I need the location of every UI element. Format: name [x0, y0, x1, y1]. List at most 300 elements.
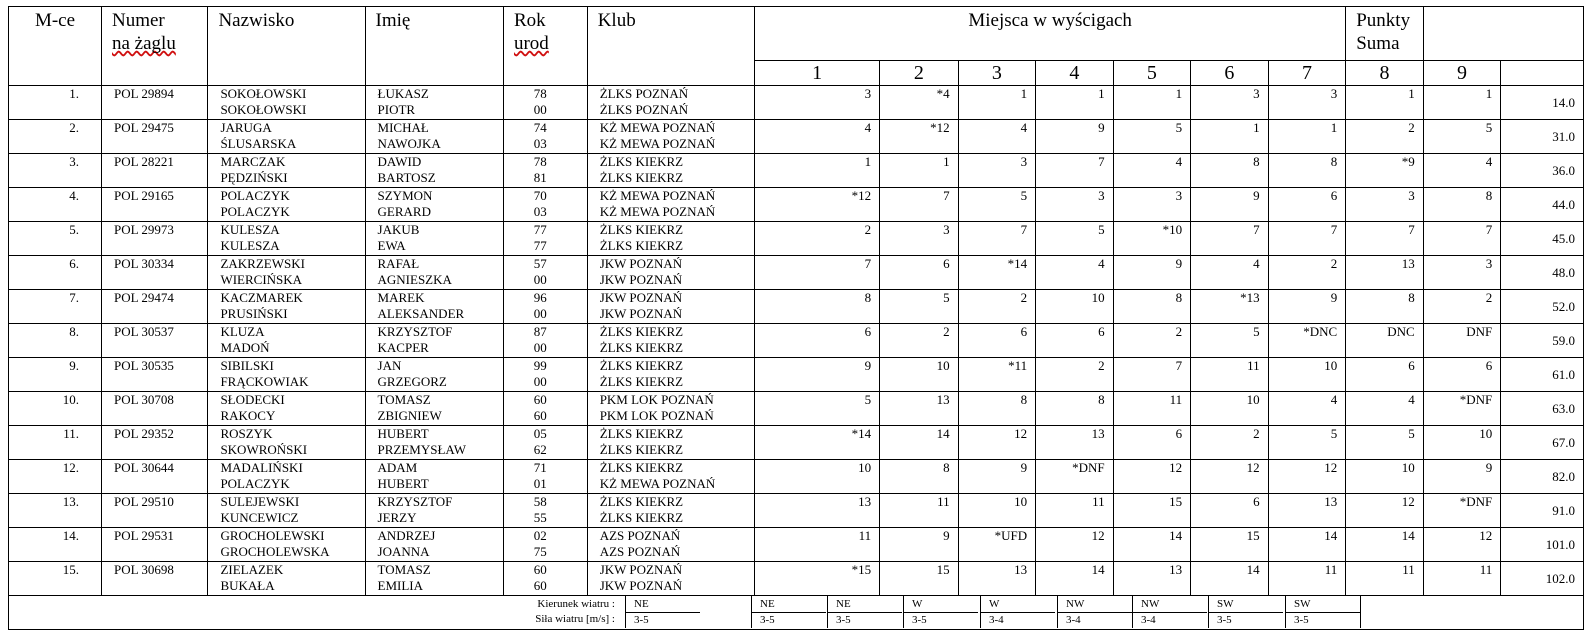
- first-name-cell: TOMASZ ZBIGNIEW: [365, 392, 503, 426]
- wind-direction-value: W: [989, 598, 1000, 610]
- first-name-cell: ANDRZEJ JOANNA: [365, 528, 503, 562]
- race-result-cell: 12: [1423, 528, 1501, 562]
- first-name-cell: KRZYSZTOF KACPER: [365, 324, 503, 358]
- race-result-cell: 2: [1113, 324, 1191, 358]
- club-cell: ŻLKS KIEKRZ ŻLKS KIEKRZ: [587, 426, 754, 460]
- points-total-cell: 102.0: [1501, 562, 1584, 596]
- birth-year-cell: 02 75: [503, 528, 587, 562]
- race-result-cell: 8: [880, 460, 959, 494]
- sail-number-cell: POL 30334: [102, 256, 208, 290]
- position-cell: 2.: [9, 120, 102, 154]
- race-result-cell: 8: [755, 290, 880, 324]
- surname-cell: SŁODECKI RAKOCY: [208, 392, 365, 426]
- sail-number-cell: POL 29894: [102, 86, 208, 120]
- club-cell: JKW POZNAŃ JKW POZNAŃ: [587, 256, 754, 290]
- race-result-cell: 3: [958, 154, 1036, 188]
- first-name-cell: JAN GRZEGORZ: [365, 358, 503, 392]
- points-total-cell: 45.0: [1501, 222, 1584, 256]
- race-result-cell: 11: [1191, 358, 1269, 392]
- race-result-cell: 7: [755, 256, 880, 290]
- birth-year-cell: 74 03: [503, 120, 587, 154]
- race-result-cell: 11: [1036, 494, 1114, 528]
- position-cell: 9.: [9, 358, 102, 392]
- club-cell: JKW POZNAŃ JKW POZNAŃ: [587, 562, 754, 596]
- race-result-cell: 10: [1346, 460, 1424, 494]
- race-result-cell: 4: [755, 120, 880, 154]
- race-result-cell: 6: [880, 256, 959, 290]
- wind-strength-value: 3-5: [760, 614, 775, 626]
- club-cell: KŻ MEWA POZNAŃ KŻ MEWA POZNAŃ: [587, 188, 754, 222]
- race-result-cell: 10: [1423, 426, 1501, 460]
- race-result-cell: 9: [1191, 188, 1269, 222]
- race-result-cell: 4: [1036, 256, 1114, 290]
- race-result-cell: 5: [1036, 222, 1114, 256]
- points-total-cell: 67.0: [1501, 426, 1584, 460]
- wind-direction-value: NW: [1066, 598, 1085, 610]
- sail-number-cell: POL 29531: [102, 528, 208, 562]
- race-result-cell: 11: [1346, 562, 1424, 596]
- race-result-cell: 11: [1423, 562, 1501, 596]
- race-result-cell: 7: [958, 222, 1036, 256]
- wind-strength-value: 3-4: [1066, 614, 1081, 626]
- first-name-cell: TOMASZ EMILIA: [365, 562, 503, 596]
- race-result-cell: 2: [958, 290, 1036, 324]
- race-result-cell: *10: [1113, 222, 1191, 256]
- race-result-cell: 13: [1036, 426, 1114, 460]
- race-result-cell: 5: [1346, 426, 1424, 460]
- race-result-cell: 6: [1268, 188, 1346, 222]
- race-result-cell: 2: [1346, 120, 1424, 154]
- race-result-cell: 12: [1346, 494, 1424, 528]
- position-cell: 4.: [9, 188, 102, 222]
- first-name-cell: MICHAŁ NAWOJKA: [365, 120, 503, 154]
- race-result-cell: 6: [958, 324, 1036, 358]
- surname-cell: KLUZA MADOŃ: [208, 324, 365, 358]
- birth-year-cell: 60 60: [503, 562, 587, 596]
- wind-strength-label: Siła wiatru [m/s] :: [535, 613, 615, 625]
- header-sail-number: Numer na żaglu: [102, 7, 208, 86]
- points-total-cell: 14.0: [1501, 86, 1584, 120]
- birth-year-cell: 58 55: [503, 494, 587, 528]
- sail-number-cell: POL 30698: [102, 562, 208, 596]
- first-name-cell: ŁUKASZ PIOTR: [365, 86, 503, 120]
- race-result-cell: 4: [1346, 392, 1424, 426]
- race-header-blank: [1501, 61, 1584, 86]
- points-total-cell: 82.0: [1501, 460, 1584, 494]
- race-result-cell: DNC: [1346, 324, 1424, 358]
- race-result-cell: 14: [1113, 528, 1191, 562]
- table-row: [9, 290, 1584, 324]
- race-result-cell: 5: [958, 188, 1036, 222]
- table-row: [9, 188, 1584, 222]
- results-sheet: [8, 6, 1584, 630]
- points-total-cell: 52.0: [1501, 290, 1584, 324]
- surname-cell: ZIELAZEK BUKAŁA: [208, 562, 365, 596]
- wind-grid-end: [1360, 596, 1361, 628]
- race-result-cell: 11: [1268, 562, 1346, 596]
- wind-cell: [1057, 596, 1132, 628]
- birth-year-cell: 78 00: [503, 86, 587, 120]
- race-result-cell: 3: [1036, 188, 1114, 222]
- sail-number-cell: POL 29352: [102, 426, 208, 460]
- race-result-cell: 1: [880, 154, 959, 188]
- race-header-3: 3: [958, 61, 1036, 86]
- race-result-cell: 3: [880, 222, 959, 256]
- birth-year-cell: 70 03: [503, 188, 587, 222]
- sail-number-cell: POL 30537: [102, 324, 208, 358]
- race-result-cell: *9: [1346, 154, 1424, 188]
- race-result-cell: 8: [1346, 290, 1424, 324]
- sail-number-cell: POL 29165: [102, 188, 208, 222]
- race-result-cell: 7: [1346, 222, 1424, 256]
- points-total-cell: 63.0: [1501, 392, 1584, 426]
- table-row: [9, 528, 1584, 562]
- race-result-cell: 9: [1268, 290, 1346, 324]
- birth-year-cell: 96 00: [503, 290, 587, 324]
- table-row: [9, 562, 1584, 596]
- race-result-cell: 4: [958, 120, 1036, 154]
- wind-cell: [1208, 596, 1283, 628]
- race-result-cell: 5: [1113, 120, 1191, 154]
- wind-cell: [625, 596, 700, 628]
- header-points-total: Punkty Suma: [1346, 7, 1424, 61]
- birth-year-cell: 99 00: [503, 358, 587, 392]
- surname-cell: ZAKRZEWSKI WIERCIŃSKA: [208, 256, 365, 290]
- race-result-cell: 15: [1113, 494, 1191, 528]
- table-row: [9, 460, 1584, 494]
- race-result-cell: 3: [1268, 86, 1346, 120]
- club-cell: PKM LOK POZNAŃ PKM LOK POZNAŃ: [587, 392, 754, 426]
- race-result-cell: 13: [880, 392, 959, 426]
- wind-direction-value: W: [912, 598, 923, 610]
- race-result-cell: 7: [1191, 222, 1269, 256]
- race-result-cell: 12: [1113, 460, 1191, 494]
- header-surname: Nazwisko: [208, 7, 365, 86]
- race-result-cell: 3: [1113, 188, 1191, 222]
- race-result-cell: 5: [755, 392, 880, 426]
- position-cell: 13.: [9, 494, 102, 528]
- race-result-cell: 7: [1036, 154, 1114, 188]
- position-cell: 7.: [9, 290, 102, 324]
- points-total-cell: 101.0: [1501, 528, 1584, 562]
- header-birth-year: Rok urod: [503, 7, 587, 86]
- position-cell: 5.: [9, 222, 102, 256]
- club-cell: ŻLKS KIEKRZ ŻLKS KIEKRZ: [587, 154, 754, 188]
- position-cell: 15.: [9, 562, 102, 596]
- points-total-cell: 61.0: [1501, 358, 1584, 392]
- race-result-cell: 8: [1268, 154, 1346, 188]
- race-header-7: 7: [1268, 61, 1346, 86]
- race-result-cell: 3: [1346, 188, 1424, 222]
- wind-cell: [1285, 596, 1360, 628]
- wind-strength-value: 3-5: [634, 614, 649, 626]
- race-result-cell: *4: [880, 86, 959, 120]
- wind-labels: [535, 597, 615, 627]
- race-result-cell: 6: [1036, 324, 1114, 358]
- sail-number-cell: POL 28221: [102, 154, 208, 188]
- first-name-cell: MAREK ALEKSANDER: [365, 290, 503, 324]
- race-result-cell: 1: [1423, 86, 1501, 120]
- race-result-cell: 9: [1113, 256, 1191, 290]
- position-cell: 11.: [9, 426, 102, 460]
- race-result-cell: 8: [1113, 290, 1191, 324]
- race-result-cell: 10: [755, 460, 880, 494]
- surname-cell: SOKOŁOWSKI SOKOŁOWSKI: [208, 86, 365, 120]
- points-total-cell: 31.0: [1501, 120, 1584, 154]
- results-table: [8, 6, 1584, 596]
- race-result-cell: 2: [1268, 256, 1346, 290]
- wind-strength-value: 3-5: [1294, 614, 1309, 626]
- header-club: Klub: [587, 7, 754, 86]
- position-cell: 3.: [9, 154, 102, 188]
- race-result-cell: 9: [1423, 460, 1501, 494]
- race-result-cell: *14: [755, 426, 880, 460]
- wind-strength-value: 3-4: [1141, 614, 1156, 626]
- header-first-name: Imię: [365, 7, 503, 86]
- wind-cell: [903, 596, 978, 628]
- race-result-cell: 2: [1423, 290, 1501, 324]
- race-result-cell: *DNF: [1423, 392, 1501, 426]
- club-cell: ŻLKS KIEKRZ ŻLKS KIEKRZ: [587, 358, 754, 392]
- race-result-cell: 14: [1346, 528, 1424, 562]
- race-result-cell: 12: [1268, 460, 1346, 494]
- race-result-cell: 7: [1268, 222, 1346, 256]
- race-result-cell: *12: [880, 120, 959, 154]
- race-result-cell: 9: [880, 528, 959, 562]
- race-result-cell: 1: [958, 86, 1036, 120]
- race-result-cell: 12: [1036, 528, 1114, 562]
- surname-cell: ROSZYK SKOWROŃSKI: [208, 426, 365, 460]
- club-cell: JKW POZNAŃ JKW POZNAŃ: [587, 290, 754, 324]
- race-result-cell: 10: [1036, 290, 1114, 324]
- race-result-cell: 1: [1346, 86, 1424, 120]
- race-result-cell: 5: [1268, 426, 1346, 460]
- table-row: [9, 494, 1584, 528]
- race-result-cell: 12: [1191, 460, 1269, 494]
- race-header-2: 2: [880, 61, 959, 86]
- race-result-cell: *DNF: [1423, 494, 1501, 528]
- wind-direction-value: NE: [634, 598, 649, 610]
- race-result-cell: 6: [1113, 426, 1191, 460]
- wind-cell: [827, 596, 902, 628]
- sail-number-cell: POL 30708: [102, 392, 208, 426]
- wind-strength-value: 3-5: [1217, 614, 1232, 626]
- position-cell: 10.: [9, 392, 102, 426]
- header-blank: [1423, 7, 1583, 61]
- race-result-cell: 1: [1268, 120, 1346, 154]
- header-mce: M-ce: [9, 7, 102, 86]
- race-result-cell: 10: [958, 494, 1036, 528]
- race-result-cell: 10: [880, 358, 959, 392]
- race-result-cell: 1: [1113, 86, 1191, 120]
- position-cell: 12.: [9, 460, 102, 494]
- race-result-cell: 13: [1113, 562, 1191, 596]
- club-cell: ŻLKS KIEKRZ ŻLKS KIEKRZ: [587, 222, 754, 256]
- race-result-cell: *DNC: [1268, 324, 1346, 358]
- table-row: [9, 426, 1584, 460]
- club-cell: ŻLKS POZNAŃ ŻLKS POZNAŃ: [587, 86, 754, 120]
- race-result-cell: 6: [755, 324, 880, 358]
- race-result-cell: 3: [755, 86, 880, 120]
- race-result-cell: 15: [1191, 528, 1269, 562]
- wind-direction-value: SW: [1294, 598, 1311, 610]
- race-result-cell: 11: [880, 494, 959, 528]
- race-result-cell: 4: [1423, 154, 1501, 188]
- birth-year-cell: 71 01: [503, 460, 587, 494]
- table-row: [9, 358, 1584, 392]
- surname-cell: MARCZAK PĘDZIŃSKI: [208, 154, 365, 188]
- race-result-cell: 1: [755, 154, 880, 188]
- table-row: [9, 86, 1584, 120]
- race-result-cell: *13: [1191, 290, 1269, 324]
- surname-cell: MADALIŃSKI POLACZYK: [208, 460, 365, 494]
- race-result-cell: 4: [1191, 256, 1269, 290]
- wind-direction-label: Kierunek wiatru :: [537, 598, 615, 610]
- first-name-cell: SZYMON GERARD: [365, 188, 503, 222]
- wind-cell: [1132, 596, 1207, 628]
- race-result-cell: 2: [1036, 358, 1114, 392]
- surname-cell: KACZMAREK PRUSIŃSKI: [208, 290, 365, 324]
- sail-number-cell: POL 29474: [102, 290, 208, 324]
- race-result-cell: 13: [755, 494, 880, 528]
- birth-year-cell: 77 77: [503, 222, 587, 256]
- race-result-cell: 9: [755, 358, 880, 392]
- wind-cell: [751, 596, 826, 628]
- race-result-cell: 4: [1268, 392, 1346, 426]
- race-result-cell: 7: [1113, 358, 1191, 392]
- wind-strength-value: 3-4: [989, 614, 1004, 626]
- first-name-cell: ADAM HUBERT: [365, 460, 503, 494]
- wind-strength-value: 3-5: [912, 614, 927, 626]
- race-result-cell: 12: [958, 426, 1036, 460]
- birth-year-cell: 78 81: [503, 154, 587, 188]
- race-result-cell: 8: [1423, 188, 1501, 222]
- first-name-cell: KRZYSZTOF JERZY: [365, 494, 503, 528]
- table-row: [9, 222, 1584, 256]
- race-header-8: 8: [1346, 61, 1424, 86]
- sail-number-cell: POL 30535: [102, 358, 208, 392]
- race-result-cell: 11: [755, 528, 880, 562]
- wind-strength-value: 3-5: [836, 614, 851, 626]
- race-header-1: 1: [755, 61, 880, 86]
- wind-footer: [8, 596, 1584, 630]
- birth-year-cell: 60 60: [503, 392, 587, 426]
- race-header-4: 4: [1036, 61, 1114, 86]
- points-total-cell: 91.0: [1501, 494, 1584, 528]
- wind-direction-value: NE: [836, 598, 851, 610]
- wind-direction-value: NE: [760, 598, 775, 610]
- club-cell: ŻLKS KIEKRZ ŻLKS KIEKRZ: [587, 494, 754, 528]
- first-name-cell: DAWID BARTOSZ: [365, 154, 503, 188]
- sail-number-cell: POL 29973: [102, 222, 208, 256]
- table-row: [9, 324, 1584, 358]
- position-cell: 6.: [9, 256, 102, 290]
- first-name-cell: HUBERT PRZEMYSŁAW: [365, 426, 503, 460]
- position-cell: 14.: [9, 528, 102, 562]
- sail-number-cell: POL 30644: [102, 460, 208, 494]
- birth-year-cell: 87 00: [503, 324, 587, 358]
- race-result-cell: *14: [958, 256, 1036, 290]
- race-result-cell: 2: [880, 324, 959, 358]
- race-result-cell: 9: [1036, 120, 1114, 154]
- race-result-cell: *UFD: [958, 528, 1036, 562]
- wind-direction-value: NW: [1141, 598, 1160, 610]
- position-cell: 8.: [9, 324, 102, 358]
- points-total-cell: 44.0: [1501, 188, 1584, 222]
- wind-cell: [980, 596, 1055, 628]
- race-result-cell: 8: [1036, 392, 1114, 426]
- race-result-cell: 14: [880, 426, 959, 460]
- birth-year-cell: 57 00: [503, 256, 587, 290]
- race-result-cell: 3: [1423, 256, 1501, 290]
- surname-cell: SULEJEWSKI KUNCEWICZ: [208, 494, 365, 528]
- race-result-cell: 5: [1191, 324, 1269, 358]
- race-result-cell: 14: [1036, 562, 1114, 596]
- race-result-cell: 10: [1268, 358, 1346, 392]
- race-result-cell: 3: [1191, 86, 1269, 120]
- race-result-cell: *DNF: [1036, 460, 1114, 494]
- race-result-cell: 6: [1191, 494, 1269, 528]
- race-result-cell: 2: [755, 222, 880, 256]
- race-result-cell: 9: [958, 460, 1036, 494]
- race-header-5: 5: [1113, 61, 1191, 86]
- surname-cell: POLACZYK POLACZYK: [208, 188, 365, 222]
- race-result-cell: 14: [1268, 528, 1346, 562]
- race-result-cell: 6: [1346, 358, 1424, 392]
- race-result-cell: *11: [958, 358, 1036, 392]
- race-result-cell: *12: [755, 188, 880, 222]
- sail-number-cell: POL 29510: [102, 494, 208, 528]
- race-result-cell: 13: [1346, 256, 1424, 290]
- club-cell: ŻLKS KIEKRZ KŻ MEWA POZNAŃ: [587, 460, 754, 494]
- race-result-cell: 2: [1191, 426, 1269, 460]
- race-result-cell: 15: [880, 562, 959, 596]
- race-result-cell: DNF: [1423, 324, 1501, 358]
- race-result-cell: *15: [755, 562, 880, 596]
- race-result-cell: 10: [1191, 392, 1269, 426]
- race-result-cell: 7: [1423, 222, 1501, 256]
- table-row: [9, 256, 1584, 290]
- race-result-cell: 8: [1191, 154, 1269, 188]
- race-result-cell: 13: [1268, 494, 1346, 528]
- table-row: [9, 154, 1584, 188]
- first-name-cell: RAFAŁ AGNIESZKA: [365, 256, 503, 290]
- club-cell: KŻ MEWA POZNAŃ KŻ MEWA POZNAŃ: [587, 120, 754, 154]
- race-result-cell: 14: [1191, 562, 1269, 596]
- birth-year-cell: 05 62: [503, 426, 587, 460]
- sail-number-cell: POL 29475: [102, 120, 208, 154]
- race-result-cell: 5: [1423, 120, 1501, 154]
- first-name-cell: JAKUB EWA: [365, 222, 503, 256]
- table-row: [9, 120, 1584, 154]
- points-total-cell: 36.0: [1501, 154, 1584, 188]
- points-total-cell: 59.0: [1501, 324, 1584, 358]
- club-cell: ŻLKS KIEKRZ ŻLKS KIEKRZ: [587, 324, 754, 358]
- position-cell: 1.: [9, 86, 102, 120]
- race-result-cell: 1: [1036, 86, 1114, 120]
- table-row: [9, 392, 1584, 426]
- race-result-cell: 11: [1113, 392, 1191, 426]
- race-result-cell: 8: [958, 392, 1036, 426]
- header-race-places: Miejsca w wyścigach: [755, 7, 1346, 61]
- surname-cell: SIBILSKI FRĄCKOWIAK: [208, 358, 365, 392]
- race-result-cell: 1: [1191, 120, 1269, 154]
- race-result-cell: 4: [1113, 154, 1191, 188]
- points-total-cell: 48.0: [1501, 256, 1584, 290]
- race-header-6: 6: [1191, 61, 1269, 86]
- wind-direction-value: SW: [1217, 598, 1234, 610]
- results-body: [9, 86, 1584, 596]
